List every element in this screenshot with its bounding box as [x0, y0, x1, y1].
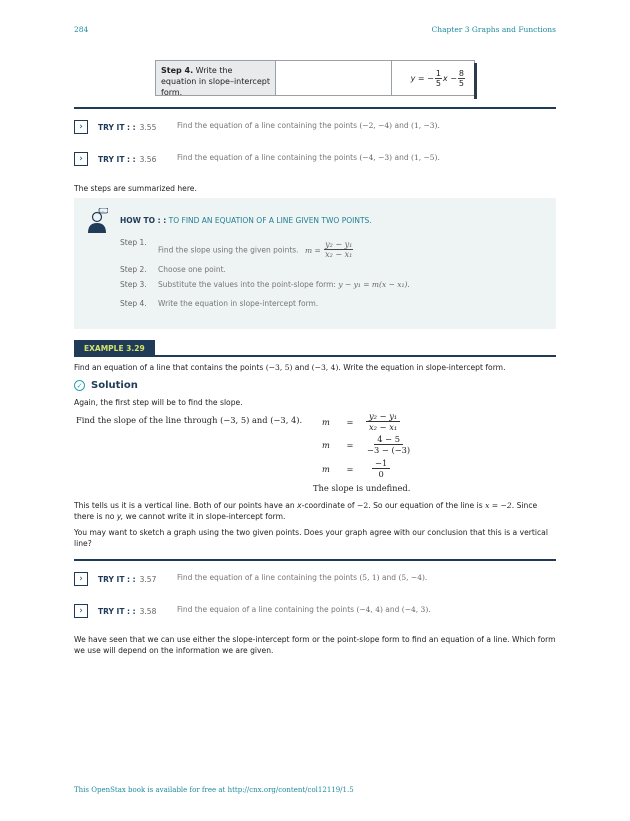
sketch-paragraph: You may want to sketch a graph using the two given points. Does your graph agree with our conclusion that this is a vertical line?: [74, 528, 548, 548]
question-text: Find the equaion of a line containing the points: [177, 605, 355, 614]
person-icon: [86, 208, 108, 234]
section-rule: [74, 559, 556, 561]
step-label-cell: [156, 61, 276, 95]
text-part: So our equation of the line is: [373, 501, 483, 510]
step-empty-cell: [276, 61, 392, 95]
point-1: (−4, −3): [359, 153, 393, 162]
step-text: Choose one point.: [158, 265, 226, 274]
try-it-question: [177, 121, 440, 130]
step-number: Step 4.: [161, 66, 194, 75]
value: −2.: [357, 501, 371, 510]
point-2: (5, −4).: [398, 573, 428, 582]
check-circle-icon: ✓: [74, 380, 85, 391]
how-to-step-3: [120, 280, 410, 289]
row-fraction: [366, 411, 400, 432]
slope-formula-fraction: [324, 240, 353, 259]
svg-text:...: ...: [100, 208, 105, 214]
try-it-3-56: [74, 152, 556, 166]
frac-den: −3 − (−3): [367, 445, 411, 455]
step-label: Step 4.: [120, 299, 147, 308]
try-it-label: TRY IT : :: [98, 122, 136, 132]
try-it-question: [177, 153, 440, 162]
final-paragraph: We have seen that we can use either the slope-intercept form or the point-slope form to find an equation of a line. Which form we use will depend on the information we are given.: [74, 635, 556, 655]
question-text: Find the equation of a line containing the points: [177, 121, 357, 130]
frac-num: 8: [458, 68, 464, 78]
try-it-number: 3.57: [139, 574, 157, 584]
text-part: This tells us it is a vertical line. Both of our points have an: [74, 501, 295, 510]
step-text: Write the equation in slope-intercept form.: [158, 299, 319, 308]
and-word: and: [294, 363, 310, 372]
page-number: 284: [74, 25, 89, 34]
try-it-label: TRY IT : :: [98, 606, 136, 616]
example-rule: [74, 355, 556, 357]
eq-mid: x −: [442, 73, 457, 83]
solution-heading: [74, 380, 138, 391]
section-rule: [74, 107, 556, 109]
frac-num: −1: [372, 458, 390, 469]
step-description: Write the equation in slope–intercept form.: [161, 66, 270, 97]
frac-den: x₂ − x₁: [325, 250, 353, 259]
try-it-number: 3.56: [139, 154, 157, 164]
var-x: x: [297, 501, 302, 510]
slope-instruction: Find the slope of the line through (−3, 5) and (−3, 4).: [76, 415, 303, 425]
try-it-number: 3.58: [139, 606, 157, 616]
step-label: Step 2.: [120, 265, 147, 274]
chevron-right-icon[interactable]: ›: [74, 120, 88, 134]
how-to-heading: TO FIND AN EQUATION OF A LINE GIVEN TWO POINTS.: [166, 216, 372, 225]
row-fraction: [364, 434, 413, 455]
and-word: and: [394, 153, 409, 162]
slope-row-1: [322, 411, 400, 432]
try-it-3-58: [74, 604, 556, 618]
prompt-text-2: Write the equation in slope-intercept form.: [343, 363, 506, 372]
frac-den: x₂ − x₁: [369, 422, 398, 432]
try-it-question: [177, 605, 431, 614]
step-label: Step 3.: [120, 280, 147, 289]
prompt-text: Find an equation of a line that contains the points: [74, 363, 264, 372]
chevron-right-icon[interactable]: ›: [74, 572, 88, 586]
vertical-line-paragraph: [74, 500, 558, 522]
chevron-right-icon[interactable]: ›: [74, 604, 88, 618]
point-1: (5, 1): [359, 573, 380, 582]
slope-row-3: [322, 458, 390, 479]
fraction-one-fifth: [435, 69, 442, 88]
row-fraction: [372, 458, 390, 479]
try-it-label: TRY IT : :: [98, 154, 136, 164]
text-part: -coordinate of: [301, 501, 355, 510]
frac-num: y₂ − y₁: [366, 411, 400, 422]
step-text-content: Find the slope using the given points.: [158, 245, 299, 255]
row-lhs: m: [322, 416, 330, 427]
row-eq: =: [346, 439, 354, 450]
point-2: (1, −3).: [411, 121, 440, 130]
step-equation-cell: [392, 61, 474, 95]
example-prompt: [74, 362, 558, 373]
equation: x = −2.: [485, 501, 515, 510]
solution-label: Solution: [91, 380, 138, 391]
eq-lhs: y = −: [410, 73, 434, 83]
try-it-label: TRY IT : :: [98, 574, 136, 584]
point-2: (−3, 4).: [311, 363, 341, 372]
point-1: (−2, −4): [359, 121, 393, 130]
try-it-3-55: [74, 120, 556, 134]
how-to-title: [120, 216, 372, 225]
point-2: (−4, 3).: [401, 605, 431, 614]
step-text-content: Substitute the values into the point-slope form:: [158, 280, 336, 289]
point-1: (−4, 4): [356, 605, 383, 614]
and-word: and: [381, 573, 397, 582]
step-table: [155, 60, 475, 96]
try-it-question: [177, 573, 427, 582]
footer-link[interactable]: This OpenStax book is available for free at http://cnx.org/content/col12119/1.5: [74, 786, 354, 794]
row-lhs: m: [322, 439, 330, 450]
text-part: Since there is no: [74, 501, 538, 521]
step-text: [158, 280, 410, 289]
table-shadow: [474, 63, 477, 99]
question-text: Find the equation of a line containing the points: [177, 153, 357, 162]
how-to-step-4: [120, 299, 319, 308]
frac-num: y₂ − y₁: [325, 240, 353, 249]
try-it-number: 3.55: [139, 122, 157, 132]
frac-num: 1: [435, 68, 441, 78]
slope-lhs: m =: [304, 245, 321, 255]
how-to-step-2: [120, 265, 226, 274]
chevron-right-icon[interactable]: ›: [74, 152, 88, 166]
row-eq: =: [346, 463, 354, 474]
fraction-eight-fifths: [458, 69, 465, 88]
steps-summary-text: The steps are summarized here.: [74, 184, 197, 193]
example-tab: EXAMPLE 3.29: [74, 340, 155, 357]
frac-den: 5: [435, 78, 441, 88]
step-text: [158, 241, 354, 260]
how-to-box: [74, 198, 556, 329]
row-lhs: m: [322, 463, 330, 474]
step-label: Step 1.: [120, 238, 147, 247]
how-to-step-1: [120, 238, 353, 259]
frac-num: 4 − 5: [374, 434, 403, 445]
slope-undefined: The slope is undefined.: [313, 483, 411, 493]
question-text: Find the equation of a line containing the points: [177, 573, 357, 582]
try-it-3-57: [74, 572, 556, 586]
chapter-title: Chapter 3 Graphs and Functions: [431, 25, 556, 34]
frac-den: 0: [378, 469, 384, 479]
how-to-label: HOW TO : :: [120, 216, 167, 225]
var-y: y,: [116, 512, 124, 521]
point-slope-formula: y − y₁ = m(x − x₁).: [338, 280, 410, 289]
row-eq: =: [346, 416, 354, 427]
and-word: and: [385, 605, 400, 614]
point-1: (−3, 5): [265, 363, 293, 372]
point-2: (1, −5).: [411, 153, 440, 162]
and-word: and: [394, 121, 409, 130]
slope-row-2: [322, 434, 413, 455]
frac-den: 5: [458, 78, 464, 88]
text-part: we cannot write it in slope-intercept form.: [125, 512, 286, 521]
solution-intro: Again, the first step will be to find the slope.: [74, 398, 243, 407]
